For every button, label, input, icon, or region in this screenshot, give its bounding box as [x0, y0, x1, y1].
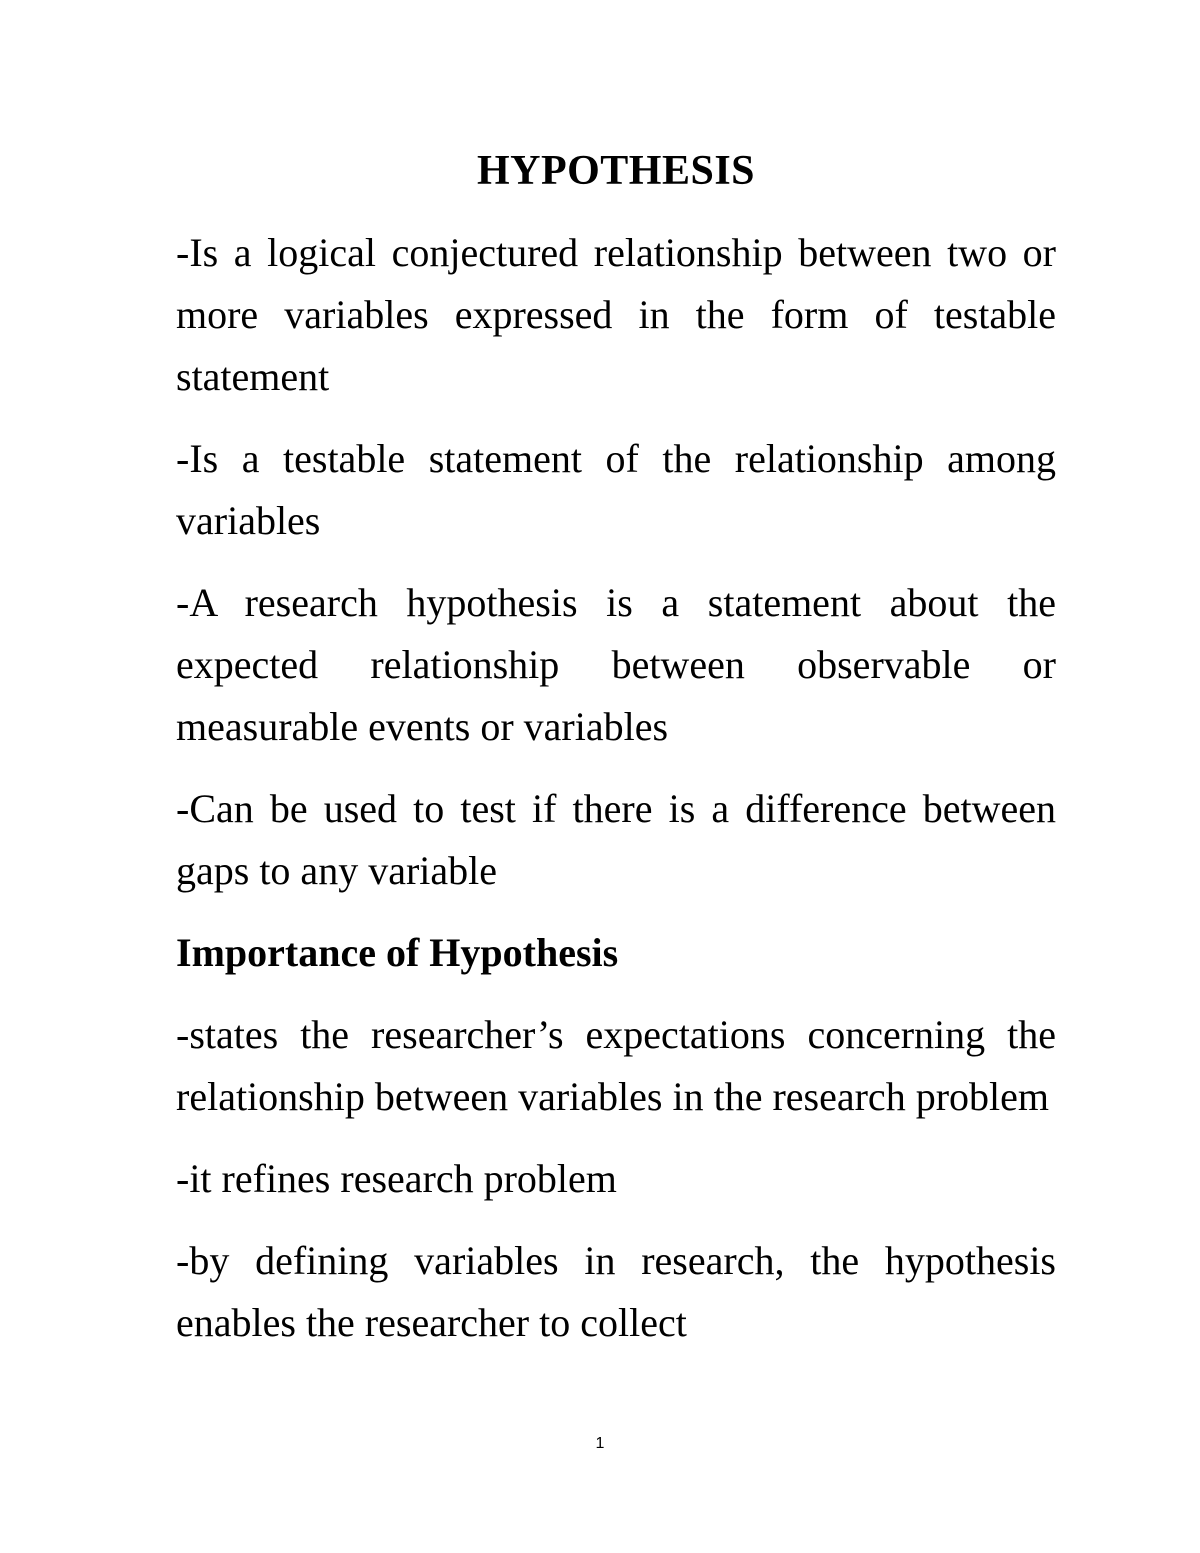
definition-paragraph-3: -A research hypothesis is a statement about the expected relationship between observable or measurable events or variables	[176, 580, 1056, 749]
importance-paragraph-2: -it refines research problem	[176, 1156, 617, 1201]
importance-paragraph-1: -states the researcher’s expectations concerning the relationship between variables in the research problem	[176, 1012, 1056, 1119]
page-title: HYPOTHESIS	[476, 148, 756, 194]
definition-paragraph-2: -Is a testable statement of the relationship among variables	[176, 436, 1056, 543]
definition-paragraph-4: -Can be used to test if there is a difference between gaps to any variable	[176, 786, 1056, 893]
page-number: 1	[595, 1435, 605, 1452]
definition-paragraph-1: -Is a logical conjectured relationship between two or more variables expressed in the form of testable statement	[176, 230, 1056, 399]
section-heading-importance: Importance of Hypothesis	[176, 930, 619, 975]
page-content	[176, 140, 1056, 1374]
importance-paragraph-3: -by defining variables in research, the hypothesis enables the researcher to collect	[176, 1238, 1056, 1345]
